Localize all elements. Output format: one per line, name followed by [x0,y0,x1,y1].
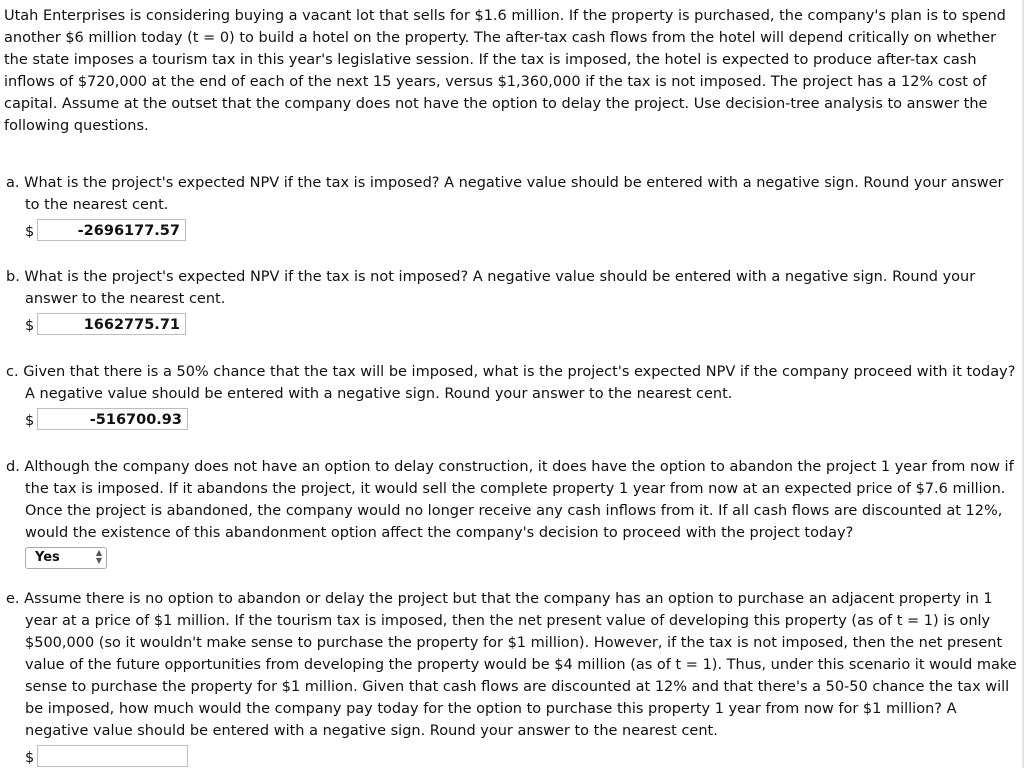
question-e-text: e. Assume there is no option to abandon or delay the project but that the company has an option to purchase an adjacent property in 1 year at a price of $1 million. If the tourism tax is imposed, then the net present value of developing this property (as of t = 1) is only $500,000 (so it wouldn't make sense to purchase the property for $1 million). However, if the tax is not imposed, then the net present value of the future opportunities from developing the property would be $4 million (as of t = 1). Thus, under this scenario it would make sense to purchase the property for $1 million. Given that cash flows are discounted at 12% and that there's a 50-50 chance the tax will be imposed, how much would the company pay today for the option to purchase this property 1 year from now for $1 million? A negative value should be entered with a negative sign. Round your answer to the nearest cent. [6,591,1017,739]
question-b [6,266,1018,337]
question-e [6,588,1018,769]
answer-row-c [6,408,1018,432]
question-a [6,172,1018,243]
question-b-text: b. What is the project's expected NPV if the tax is not imposed? A negative value should be entered with a negative sign. Round your answer to the nearest cent. [6,269,976,307]
answer-input-c[interactable]: -516700.93 [37,408,188,430]
currency-symbol: $ [25,224,35,240]
problem-intro [4,5,1016,137]
answer-row-b [6,313,1018,337]
currency-symbol: $ [25,750,35,766]
question-c-text: c. Given that there is a 50% chance that the tax will be imposed, what is the project's expected NPV if the company proceed with it today? A negative value should be entered with a negative sign. Round your answer to the nearest cent. [6,364,1016,402]
answer-row-a [6,219,1018,243]
answer-input-a[interactable]: -2696177.57 [37,219,186,241]
answer-row-e [6,745,1018,769]
select-value: Yes [35,550,60,565]
answer-input-e[interactable] [37,745,188,767]
answer-input-b[interactable]: 1662775.71 [37,313,186,335]
question-d [6,456,1018,571]
answer-row-d [6,547,1018,571]
currency-symbol: $ [25,318,35,334]
intro-text: Utah Enterprises is considering buying a vacant lot that sells for $1.6 million. If the property is purchased, the company's plan is to spend another $6 million today (t = 0) to build a hotel on the property. The after-tax cash flows from the hotel will depend critically on whether the state imposes a tourism tax in this year's legislative session. If the tax is imposed, the hotel is expected to produce after-tax cash inflows of $720,000 at the end of each of the next 15 years, versus $1,360,000 if the tax is not imposed. The project has a 12% cost of capital. Assume at the outset that the company does not have the option to delay the project. Use decision-tree analysis to answer the following questions. [4,8,1006,134]
question-d-text: d. Although the company does not have an option to delay construction, it does have the option to abandon the project 1 year from now if the tax is imposed. If it abandons the project, it would sell the complete property 1 year from now at an expected price of $7.6 million. Once the project is abandoned, the company would no longer receive any cash inflows from it. If all cash flows are discounted at 12%, would the existence of this abandonment option affect the company's decision to proceed with the project today? [6,459,1014,541]
question-a-text: a. What is the project's expected NPV if the tax is imposed? A negative value should be entered with a negative sign. Round your answer to the nearest cent. [6,175,1004,213]
question-c [6,361,1018,432]
select-arrows-icon: ▲ ▼ [95,548,102,565]
answer-select-d[interactable] [25,547,107,569]
currency-symbol: $ [25,413,35,429]
